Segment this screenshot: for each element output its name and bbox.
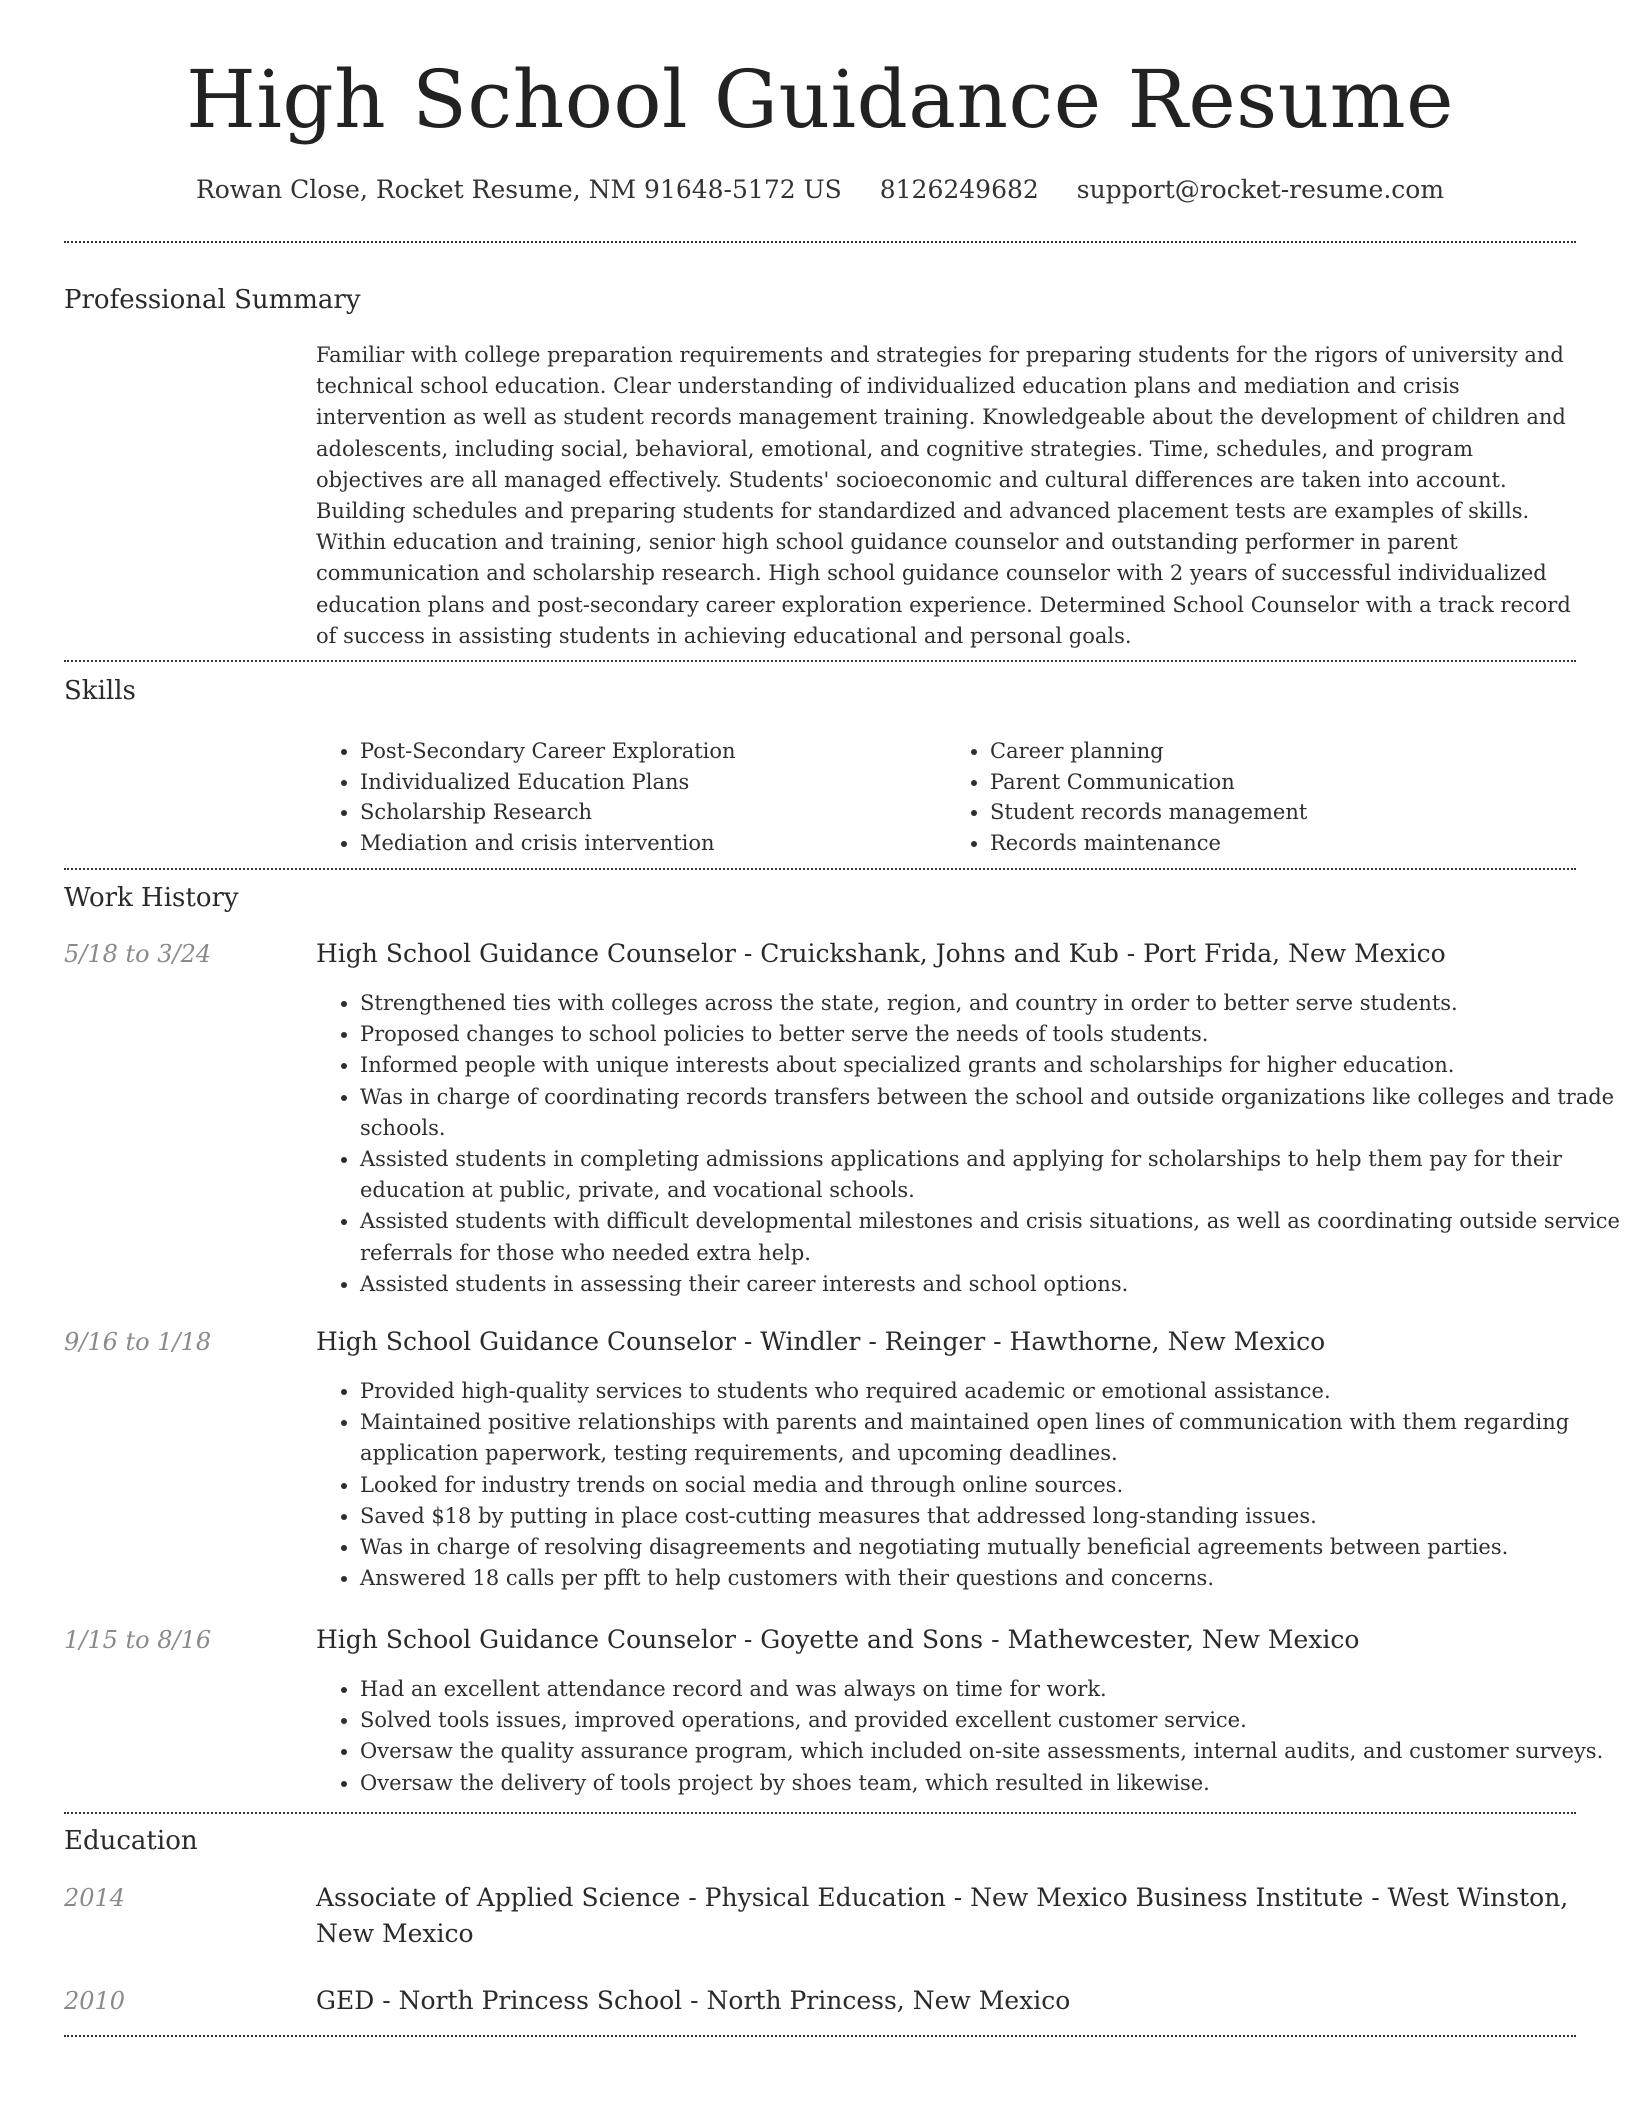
job-bullet: • Saved $18 by putting in place cost-cutting measures that addressed long-standing issues. — [360, 1501, 1620, 1532]
work-heading: Work History — [64, 883, 239, 913]
job-dates: 9/16 to 1/18 — [64, 1328, 212, 1356]
skill-item: • Post-Secondary Career Exploration — [360, 736, 946, 767]
job-bullets — [316, 1376, 1620, 1594]
job-title: High School Guidance Counselor - Windler - Reinger - Hawthorne, New Mexico — [316, 1327, 1326, 1356]
education-year: 2010 — [64, 1987, 126, 2015]
contact-phone: 8126249682 — [879, 175, 1039, 204]
education-heading: Education — [64, 1826, 198, 1856]
summary-heading: Professional Summary — [64, 285, 361, 315]
summary-text: Familiar with college preparation requirements and strategies for preparing students for the rigors of university and technical school education. Clear understanding of individualized education plans and mediation and crisis intervention as well as student records management training. Knowledgeable about the development of children and adolescents, including social, behavioral, emotional, and cognitive strategies. Time, schedules, and program objectives are all managed effectively. Students' socioeconomic and cultural differences are taken into account. Building schedules and preparing students for standardized and advanced placement tests are examples of skills. Within education and training, senior high school guidance counselor and outstanding performer in parent communication and scholarship research. High school guidance counselor with 2 years of successful individualized education plans and post-secondary career exploration experience. Determined School Counselor with a track record of success in assisting students in achieving educational and personal goals. — [316, 343, 1571, 648]
skills-heading: Skills — [64, 676, 136, 706]
resume-title: High School Guidance Resume — [186, 53, 1454, 146]
job-bullet: • Solved tools issues, improved operations, and provided excellent customer service. — [360, 1705, 1620, 1736]
job-bullet: • Assisted students in completing admissions applications and applying for scholarships to help them pay for their education at public, private, and vocational schools. — [360, 1144, 1620, 1206]
job-bullet: • Provided high-quality services to students who required academic or emotional assistance. — [360, 1376, 1620, 1407]
job-bullet: • Informed people with unique interests about specialized grants and scholarships for higher education. — [360, 1050, 1620, 1081]
job-title: High School Guidance Counselor - Cruickshank, Johns and Kub - Port Frida, New Mexico — [316, 939, 1446, 968]
job-bullet: • Oversaw the delivery of tools project by shoes team, which resulted in likewise. — [360, 1768, 1620, 1799]
skills-list-right — [946, 736, 1576, 858]
divider — [64, 660, 1576, 662]
skill-item: • Mediation and crisis intervention — [360, 828, 946, 859]
contact-email: support@rocket-resume.com — [1076, 175, 1445, 204]
job-bullet: • Proposed changes to school policies to better serve the needs of tools students. — [360, 1019, 1620, 1050]
job-bullet: • Looked for industry trends on social media and through online sources. — [360, 1470, 1620, 1501]
skill-item: • Parent Communication — [990, 767, 1576, 798]
education-entry: GED - North Princess School - North Princess, New Mexico — [316, 1986, 1071, 2015]
job-bullet: • Assisted students in assessing their career interests and school options. — [360, 1269, 1620, 1300]
job-bullet: • Maintained positive relationships with parents and maintained open lines of communication with them regarding application paperwork, testing requirements, and upcoming deadlines. — [360, 1407, 1620, 1469]
skill-item: • Student records management — [990, 797, 1576, 828]
skills-list-left — [316, 736, 946, 858]
job-dates: 1/15 to 8/16 — [64, 1626, 212, 1654]
job-bullet: • Answered 18 calls per pfft to help customers with their questions and concerns. — [360, 1563, 1620, 1594]
job-bullet: • Was in charge of coordinating records transfers between the school and outside organizations like colleges and trade schools. — [360, 1082, 1620, 1144]
skill-item: • Records maintenance — [990, 828, 1576, 859]
job-dates: 5/18 to 3/24 — [64, 940, 212, 968]
divider — [64, 868, 1576, 870]
job-bullet: • Strengthened ties with colleges across the state, region, and country in order to better serve students. — [360, 988, 1620, 1019]
skill-item: • Career planning — [990, 736, 1576, 767]
job-bullets — [316, 1674, 1620, 1799]
job-bullet: • Assisted students with difficult developmental milestones and crisis situations, as well as coordinating outside service referrals for those who needed extra help. — [360, 1206, 1620, 1268]
skill-item: • Individualized Education Plans — [360, 767, 946, 798]
education-year: 2014 — [64, 1884, 126, 1912]
job-bullet: • Oversaw the quality assurance program, which included on-site assessments, internal audits, and customer surveys. — [360, 1736, 1620, 1767]
skills-columns — [316, 736, 1576, 858]
job-title: High School Guidance Counselor - Goyette and Sons - Mathewcester, New Mexico — [316, 1625, 1360, 1654]
divider — [64, 2035, 1576, 2037]
job-bullets — [316, 988, 1620, 1300]
contact-address: Rowan Close, Rocket Resume, NM 91648-5172 US — [195, 175, 842, 204]
job-bullet: • Had an excellent attendance record and was always on time for work. — [360, 1674, 1620, 1705]
contact-line — [64, 170, 1576, 210]
divider — [64, 241, 1576, 243]
education-entry: Associate of Applied Science - Physical Education - New Mexico Business Institute - West Winston, New Mexico — [316, 1883, 1569, 1948]
job-bullet: • Was in charge of resolving disagreements and negotiating mutually beneficial agreements between parties. — [360, 1532, 1620, 1563]
skill-item: • Scholarship Research — [360, 797, 946, 828]
divider — [64, 1812, 1576, 1814]
